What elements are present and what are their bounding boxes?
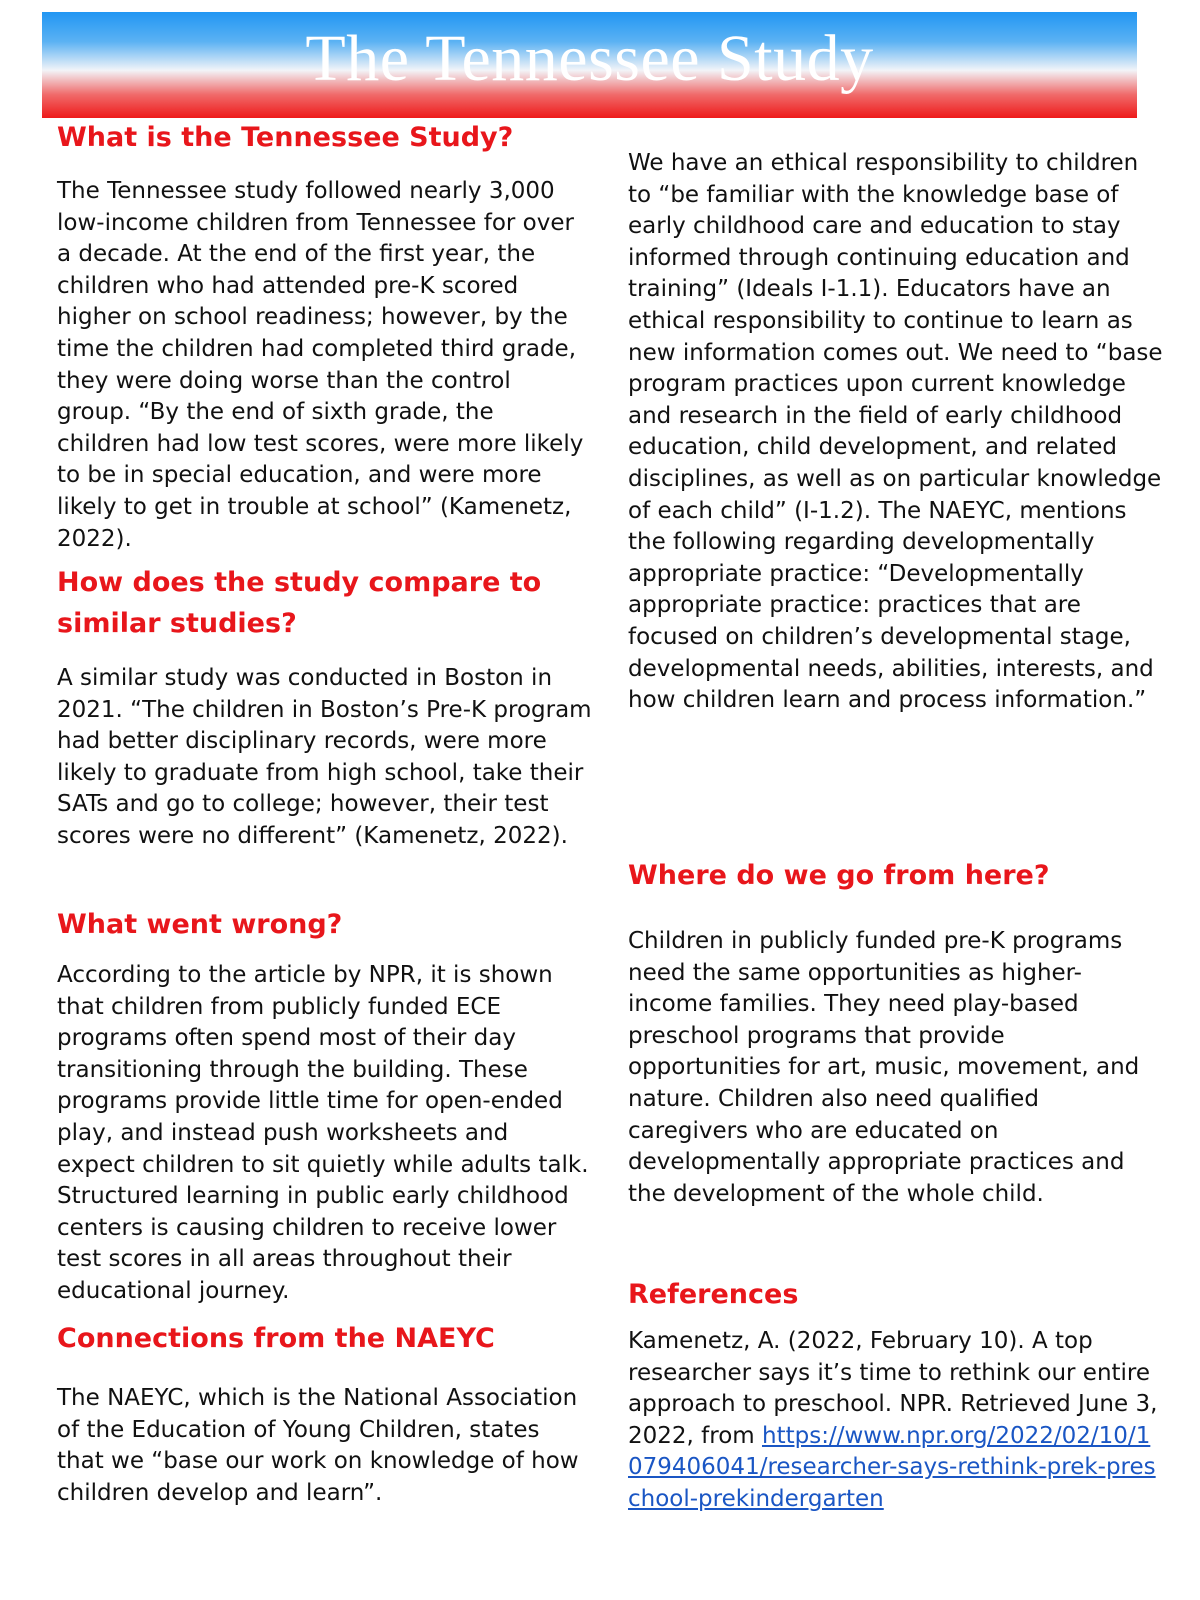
heading-connections: Connections from the NAEYC [57,1323,495,1354]
paragraph-connections: The NAEYC, which is the National Association of the Education of Young Children, states that we “base our work on knowledge of how children develop and learn”. [57,1385,579,1506]
paragraph-what-is: The Tennessee study followed nearly 3,000 low-income children from Tennessee for over a decade. At the end of the first year, the children who had attended pre-K scored higher on school readiness; however, by the time the children had completed third grade, they were doing worse than the control group. “By the end of sixth grade, the children had low test scores, were more likely to be in special education, and were more likely to get in trouble at school” (Kamenetz, 2022). [57,178,584,552]
heading-where-next: Where do we go from here? [628,860,1050,891]
heading-references: References [628,1279,799,1310]
reference-link[interactable]: https://www.npr.org/2022/02/10/1079406041/researcher-says-rethink-prek-preschool-prekindergarten [628,1422,1156,1512]
heading-what-went-wrong: What went wrong? [57,909,343,940]
title-banner [42,12,1137,118]
heading-what-is: What is the Tennessee Study? [57,122,514,153]
page-title: The Tennessee Study [305,22,874,95]
paragraph-compare: A similar study was conducted in Boston in 2021. “The children in Boston’s Pre-K program had better disciplinary records, were more likely to graduate from high school, take their SATs and go to college; however, their test scores were no different” (Kamenetz, 2022). [57,665,592,849]
paragraph-ethics: We have an ethical responsibility to children to “be familiar with the knowledge base of early childhood care and education to stay informed through continuing education and training” (Ideals I-1.1). Educators have an ethical responsibility to continue to learn as new information comes out. We need to “base program practices upon current knowledge and research in the field of early childhood education, child development, and related disciplines, as well as on particular knowledge of each child” (I-1.2). The NAEYC, mentions the following regarding developmentally appropriate practice: “Developmentally appropriate practice: practices that are focused on children’s developmental stage, developmental needs, abilities, interests, and how children learn and process information.” [628,150,1163,714]
paragraph-where-next: Children in publicly funded pre-K programs need the same opportunities as higher-income families. They need play-based preschool programs that provide opportunities for art, music, movement, and nature. Children also need qualified caregivers who are educated on developmentally appropriate practices and the development of the whole child. [628,928,1140,1207]
reference-citation: Kamenetz, A. (2022, February 10). A top researcher says it’s time to rethink our entire approach to preschool. NPR. Retrieved June 3, 2022, from [628,1328,1158,1449]
reference-entry [628,1326,1163,1516]
heading-compare: How does the study compare to similar studies? [57,567,542,639]
paragraph-what-went-wrong: According to the article by NPR, it is shown that children from publicly funded ECE programs often spend most of their day transitioning through the building. These programs provide little time for open-ended play, and instead push worksheets and expect children to sit quietly while adults talk. Structured learning in public early childhood centers is causing children to receive lower test scores in all areas throughout their educational journey. [57,962,589,1304]
